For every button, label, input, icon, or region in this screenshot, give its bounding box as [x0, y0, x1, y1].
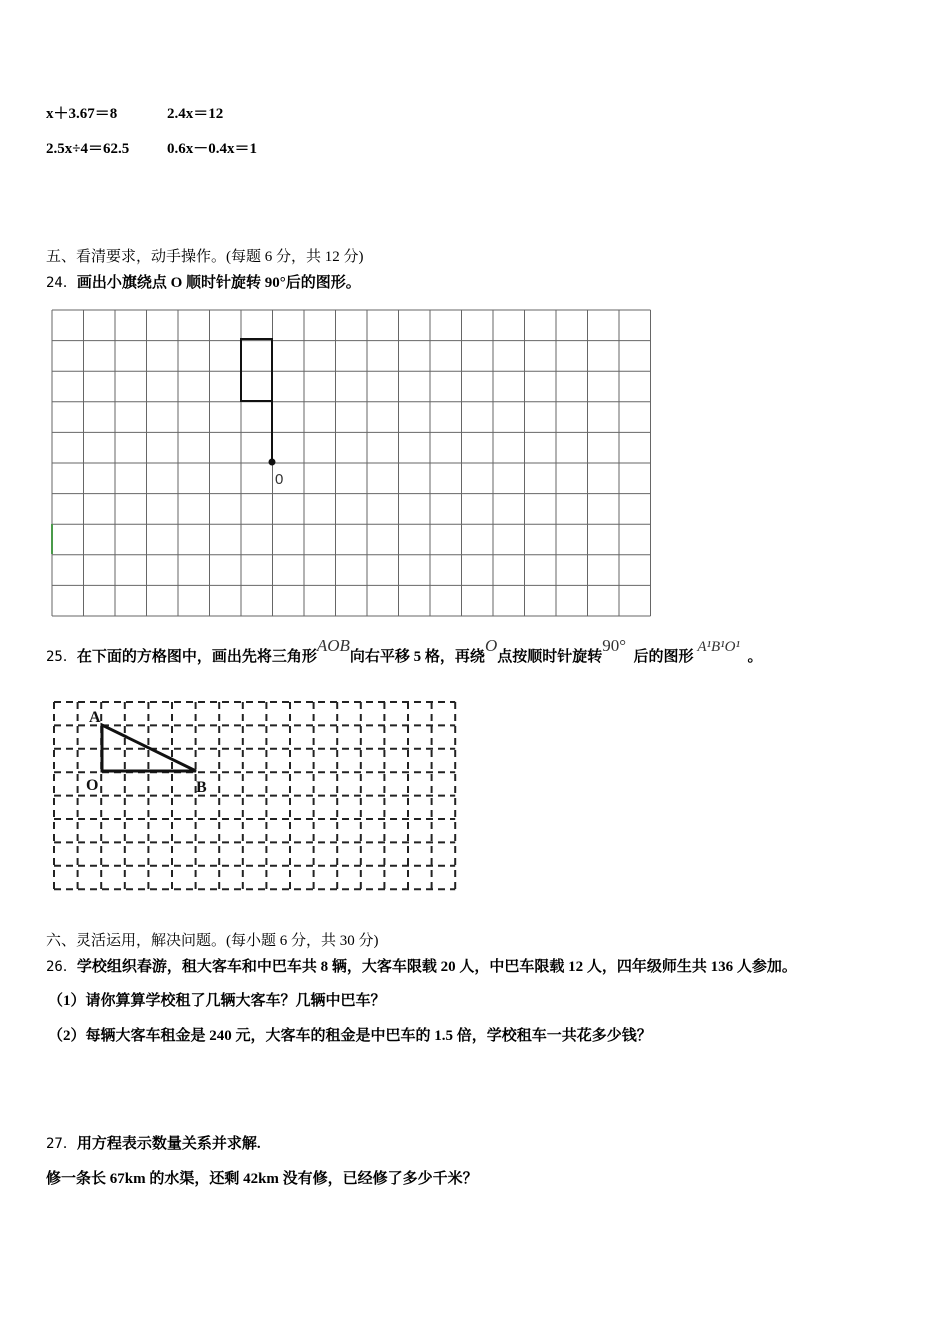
question-27-body: 修一条长 67km 的水渠，还剩 42km 没有修，已经修了多少千米？ — [46, 1171, 478, 1187]
question-25-text-d: 后的图形 — [633, 649, 694, 665]
question-26-number: 26． — [46, 959, 77, 975]
math-o: O — [484, 636, 498, 655]
question-25-text-e: 。 — [747, 649, 763, 665]
question-24 — [46, 271, 361, 292]
vertex-b-label: B — [196, 779, 207, 796]
question-26-sub-1: （1）请你算算学校租了几辆大客车？几辆中巴车？ — [48, 993, 386, 1009]
flag-grid — [50, 308, 654, 620]
question-27 — [46, 1132, 261, 1153]
question-27-number: 27． — [46, 1136, 77, 1152]
question-25 — [46, 636, 763, 666]
math-aob: AOB — [316, 636, 350, 655]
vertex-a-label: A — [89, 709, 101, 726]
question-26-text: 学校组织春游，租大客车和中巴车共 8 辆，大客车限载 20 人，中巴车限载 12 人，四年级师生共 136 人参加。 — [76, 959, 797, 975]
question-27-text: 用方程表示数量关系并求解. — [76, 1136, 261, 1152]
question-26 — [46, 955, 797, 976]
equation-1: x＋3.67＝8 — [46, 106, 118, 122]
vertex-o-label: O — [86, 777, 99, 794]
equation-4: 0.6x－0.4x＝1 — [167, 141, 258, 157]
equation-2: 2.4x＝12 — [167, 106, 224, 122]
point-o — [269, 459, 276, 466]
equation-3: 2.5x÷4＝62.5 — [46, 141, 130, 157]
section-5-title: 五、看清要求，动手操作。(每题 6 分，共 12 分) — [46, 249, 364, 265]
question-25-number: 25． — [46, 649, 77, 665]
question-25-text-a: 在下面的方格图中，画出先将三角形 — [76, 649, 317, 665]
math-90-degree: 90° — [602, 636, 627, 655]
question-24-number: 24． — [46, 275, 77, 291]
triangle-grid — [48, 696, 458, 892]
question-25-text-c: 点按顺时针旋转 — [497, 649, 603, 665]
question-26-sub-2: （2）每辆大客车租金是 240 元，大客车的租金是中巴车的 1.5 倍，学校租车一共花多少钱？ — [48, 1028, 652, 1044]
flag-shape — [241, 339, 272, 401]
question-24-text: 画出小旗绕点 O 顺时针旋转 90°后的图形。 — [76, 275, 361, 291]
math-a1b1o1: A¹B¹O¹ — [697, 639, 740, 655]
point-o-label: 0 — [275, 471, 284, 488]
section-6-title: 六、灵活运用，解决问题。(每小题 6 分，共 30 分) — [46, 933, 379, 949]
question-25-text-b: 向右平移 5 格，再绕 — [349, 649, 485, 665]
